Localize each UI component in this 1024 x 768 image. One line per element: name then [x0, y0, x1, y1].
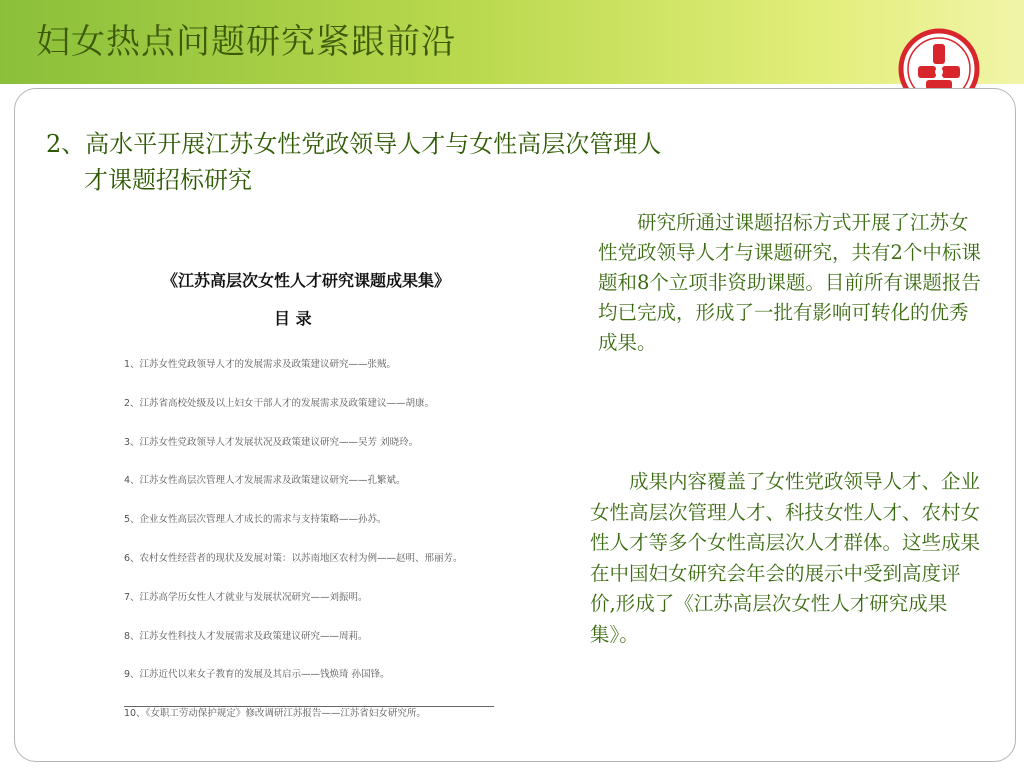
list-item: 3、江苏女性党政领导人才发展状况及政策建议研究——吴芳 刘晓玲。: [124, 436, 419, 448]
list-item: 9、江苏近代以来女子教育的发展及其启示——钱焕琦 孙国锋。: [124, 669, 390, 681]
section-heading: [46, 126, 946, 198]
paragraph-results-summary: 成果内容覆盖了女性党政领导人才、企业女性高层次管理人才、科技女性人才、农村女性人才等多个女性高层次人才群体。这些成果在中国妇女研究会年会的展示中受到高度评价,形成了《江苏高层次女性人才研究成果集》。: [590, 470, 981, 646]
list-item: 6、农村女性经营者的现状及发展对策：以苏南地区农村为例——赵明、邢丽芳。: [124, 552, 463, 564]
page-title: 妇女热点问题研究紧跟前沿: [36, 22, 456, 62]
document-divider: [124, 706, 494, 707]
document-contents-heading: 目 录: [274, 309, 312, 328]
list-item: 8、江苏女性科技人才发展需求及政策建议研究——周莉。: [124, 630, 368, 642]
list-item: 7、江苏高学历女性人才就业与发展状况研究——刘振明。: [124, 591, 368, 603]
list-item: 1、江苏女性党政领导人才的发展需求及政策建议研究——张贼。: [124, 359, 397, 370]
section-heading-line-2: 才课题招标研究: [84, 166, 252, 194]
paragraph-research-summary: 研究所通过课题招标方式开展了江苏女性党政领导人才与课题研究，共有2个中标课题和8个立项非资助课题。目前所有课题报告均已完成，形成了一批有影响可转化的优秀成果。: [598, 211, 981, 354]
list-item: 10、《女职工劳动保护规定》修改调研江苏报告——江苏省妇女研究所。: [124, 708, 426, 720]
document-contents-list: [124, 346, 504, 734]
document-scan: [114, 246, 506, 720]
section-heading-line-1: 2、高水平开展江苏女性党政领导人才与女性高层次管理人: [46, 130, 662, 158]
document-title: 《江苏高层次女性人才研究课题成果集》: [162, 271, 451, 290]
list-item: 5、企业女性高层次管理人才成长的需求与支持策略——孙苏。: [124, 514, 387, 526]
list-item: 2、江苏省高校处级及以上妇女干部人才的发展需求及政策建议——胡康。: [124, 397, 435, 409]
list-item: 4、江苏女性高层次管理人才发展需求及政策建议研究——孔繁斌。: [124, 475, 406, 487]
